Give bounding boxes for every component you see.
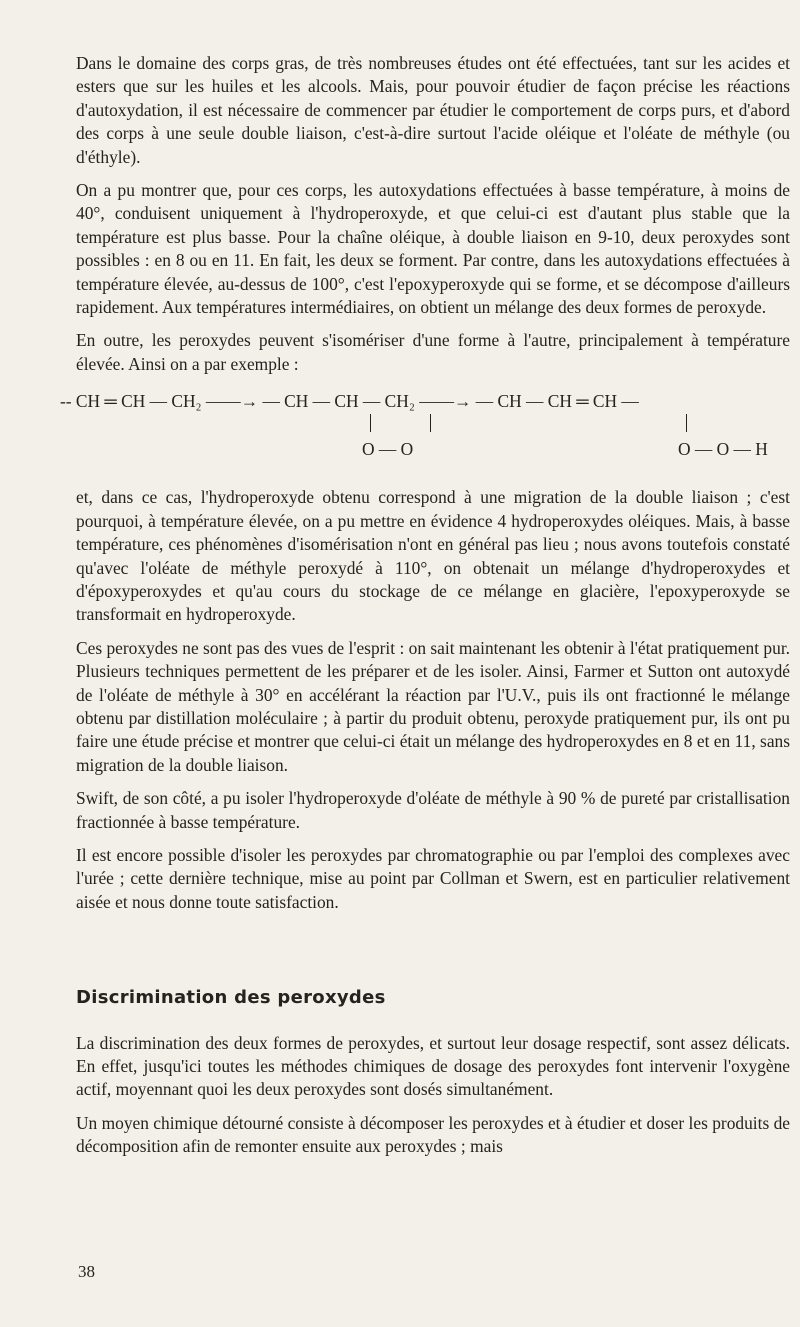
bond-line — [686, 414, 687, 432]
paragraph: Swift, de son côté, a pu isoler l'hydroperoxyde d'oléate de méthyle à 90 % de pureté par cristallisation fractionnée à basse température. — [76, 788, 790, 832]
body-text — [60, 52, 790, 1169]
formula-peroxide-bridge: O — O — [362, 439, 414, 460]
formula-main-line: -- CH ═ CH — CH₂ ——→ — CH — CH — CH₂ ——→ — CH — CH ═ CH — — [60, 391, 639, 412]
paragraph: Un moyen chimique détourné consiste à décomposer les peroxydes et à étudier et doser les produits de décomposition afin de remonter ensuite aux peroxydes ; mais — [76, 1112, 790, 1157]
paragraph: Ces peroxydes ne sont pas des vues de l'esprit : on sait maintenant les obtenir à l'état pratiquement pur. Plusieurs techniques permettent de les préparer et de les isoler. Ainsi, Farmer et Sutton ont autoxydé de l'oléate de méthyle à 30° en accélérant la réaction par l'U.V., puis ils ont fractionné le mélange obtenu par distillation moléculaire ; à partir du produit obtenu, peroxyde pratiquement pur, ils ont pu faire une étude précise et montrer que celui-ci était un mélange des hydroperoxydes en 8 et en 11, sans migration de la double liaison. — [76, 637, 790, 775]
paragraph: Il est encore possible d'isoler les peroxydes par chromatographie ou par l'emploi des complexes avec l'urée ; cette dernière technique, mise au point par Collman et Swern, est en particulier relativement aisée et nous donne toute satisfaction. — [76, 844, 790, 912]
bond-line — [370, 414, 371, 432]
page-number: 38 — [78, 1262, 95, 1281]
paragraph: En outre, les peroxydes peuvent s'isomériser d'une forme à l'autre, principalement à température élevée. Ainsi on a par exemple : — [76, 330, 790, 374]
chemical-formula — [60, 390, 790, 468]
section-heading: Discrimination des peroxydes — [76, 987, 386, 1009]
bond-line — [430, 414, 431, 432]
paragraph: et, dans ce cas, l'hydroperoxyde obtenu correspond à une migration de la double liaison ; c'est pourquoi, à température élevée, on a pu mettre en évidence 4 hydroperoxydes oléiques. Mais, à basse température, ces phénomènes d'isomérisation n'ont en général pas lieu ; nous avons toutefois constaté qu'avec l'oléate de méthyle peroxydé à 110°, on obtenait un mélange d'hydroperoxydes et d'époxyperoxydes et qu'au cours du stockage de ce mélange en glacière, l'epoxyperoxyde se transformait en hydroperoxyde. — [76, 487, 790, 625]
paragraph: On a pu montrer que, pour ces corps, les autoxydations effectuées à basse température, à moins de 40°, conduisent uniquement à l'hydroperoxyde, et que celui-ci est d'autant plus stable que la température est plus basse. Pour la chaîne oléique, à double liaison en 9-10, deux peroxydes sont possibles : en 8 ou en 11. En fait, les deux se forment. Par contre, dans les autoxydations effectuées à température élevée, au-dessus de 100°, c'est l'epoxyperoxyde qui se forme, et se décompose d'ailleurs rapidement. Aux températures intermédiaires, on obtient un mélange des deux formes de peroxyde. — [76, 180, 790, 318]
paragraph: La discrimination des deux formes de peroxydes, et surtout leur dosage respectif, sont assez délicats. En effet, jusqu'ici toutes les méthodes chimiques de dosage des peroxydes font intervenir l'oxygène actif, moyennant quoi les deux peroxydes sont dosés simultanément. — [76, 1032, 790, 1100]
paragraph: Dans le domaine des corps gras, de très nombreuses études ont été effectuées, tant sur les acides et esters que sur les huiles et les alcools. Mais, pour pouvoir étudier de façon précise les réactions d'autoxydation, il est nécessaire de commencer par étudier le comportement de corps purs, et d'abord des corps à une seule double liaison, c'est-à-dire surtout l'acide oléique et l'oléate de méthyle (ou d'éthyle). — [76, 53, 790, 167]
formula-hydroperoxide-group: O — O — H — [678, 439, 768, 460]
